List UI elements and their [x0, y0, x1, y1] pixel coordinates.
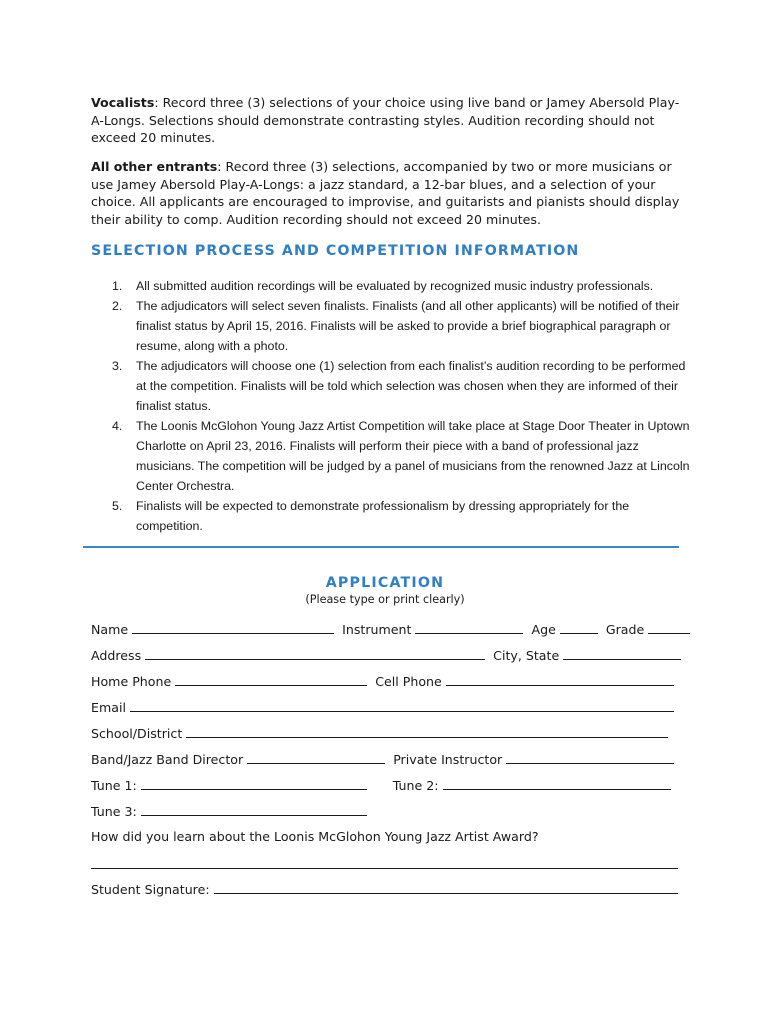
school-field[interactable] [186, 725, 668, 738]
signature-label: Student Signature: [91, 882, 210, 897]
list-item [112, 356, 692, 416]
cell-phone-label: Cell Phone [375, 674, 442, 689]
how-learn-field[interactable] [91, 868, 678, 869]
form-row-name [91, 621, 694, 637]
section-divider [83, 546, 679, 548]
form-row-email [91, 699, 678, 715]
vocalists-paragraph [91, 94, 691, 147]
director-label: Band/Jazz Band Director [91, 752, 244, 767]
instrument-label: Instrument [342, 622, 412, 637]
application-title [0, 572, 770, 591]
vocalists-text: : Record three (3) selections of your choice using live band or Jamey Abersold Play-A-Longs. Selections should demonstrate contrasting styles. Audition recording should not exceed 20 minutes. [91, 95, 680, 145]
grade-label: Grade [605, 622, 645, 637]
selection-list [112, 276, 692, 536]
form-row-tune3 [91, 803, 371, 819]
address-field[interactable] [145, 647, 485, 660]
tune1-label: Tune 1: [91, 778, 137, 793]
list-item-text: The adjudicators will select seven finalists. Finalists (and all other applicants) will be notified of their finalist status by April 15, 2016. Finalists will be asked to provide a brief biographical paragraph or resume, along with a photo. [136, 299, 680, 353]
application-title-text: APPLICATION [325, 575, 445, 591]
city-state-field[interactable] [563, 647, 681, 660]
list-item-number: 4. [112, 419, 123, 433]
form-row-instructors [91, 751, 678, 767]
school-label: School/District [91, 726, 183, 741]
list-item-text: The Loonis McGlohon Young Jazz Artist Competition will take place at Stage Door Theater in Uptown Charlotte on April 23, 2016. Finalists will perform their piece with a band of professional jazz musicians. The competition will be judged by a panel of musicians from the renowned Jazz at Lincoln Center Orchestra. [136, 419, 690, 493]
form-row-address [91, 647, 685, 663]
list-item [112, 416, 692, 496]
list-item [112, 276, 692, 296]
tune3-field[interactable] [141, 803, 367, 816]
list-item [112, 496, 692, 536]
other-entrants-paragraph [91, 158, 691, 228]
director-field[interactable] [247, 751, 385, 764]
list-item-number: 2. [112, 299, 123, 313]
list-item-number: 3. [112, 359, 123, 373]
instrument-field[interactable] [415, 621, 523, 634]
city-state-label: City, State [493, 648, 560, 663]
name-label: Name [91, 622, 129, 637]
age-field[interactable] [560, 621, 598, 634]
list-item-number: 5. [112, 499, 123, 513]
home-phone-field[interactable] [175, 673, 367, 686]
how-learn-question: How did you learn about the Loonis McGlohon Young Jazz Artist Award? [91, 829, 539, 844]
list-item [112, 296, 692, 356]
email-label: Email [91, 700, 126, 715]
other-entrants-label: All other entrants [91, 159, 218, 174]
form-row-tunes [91, 777, 675, 793]
home-phone-label: Home Phone [91, 674, 172, 689]
list-item-text: Finalists will be expected to demonstrate professionalism by dressing appropriately for the competition. [136, 499, 630, 533]
list-item-text: All submitted audition recordings will be evaluated by recognized music industry professionals. [136, 279, 654, 293]
signature-field[interactable] [214, 881, 678, 894]
application-subtitle: (Please type or print clearly) [305, 593, 465, 606]
private-instructor-label: Private Instructor [393, 752, 503, 767]
form-row-school [91, 725, 672, 741]
list-item-number: 1. [112, 279, 123, 293]
age-label: Age [531, 622, 556, 637]
tune2-field[interactable] [443, 777, 671, 790]
grade-field[interactable] [648, 621, 690, 634]
form-row-phone [91, 673, 678, 689]
tune3-label: Tune 3: [91, 804, 137, 819]
tune1-field[interactable] [141, 777, 367, 790]
cell-phone-field[interactable] [446, 673, 674, 686]
form-row-signature [91, 881, 682, 897]
vocalists-label: Vocalists [91, 95, 155, 110]
private-instructor-field[interactable] [506, 751, 674, 764]
address-label: Address [91, 648, 142, 663]
selection-heading: SELECTION PROCESS AND COMPETITION INFORMATION [91, 243, 580, 259]
list-item-text: The adjudicators will choose one (1) selection from each finalist’s audition recording to be performed at the competition. Finalists will be told which selection was chosen when they are informed of their finalist status. [136, 359, 686, 413]
email-field[interactable] [130, 699, 674, 712]
name-field[interactable] [132, 621, 334, 634]
other-entrants-text: : Record three (3) selections, accompanied by two or more musicians or use Jamey Abersold Play-A-Longs: a jazz standard, a 12-bar blues, and a selection of your choice. All applicants are encouraged to improvise, and guitarists and pianists should display their ability to comp. Audition recording should not exceed 20 minutes. [91, 159, 680, 227]
tune2-label: Tune 2: [392, 778, 439, 793]
